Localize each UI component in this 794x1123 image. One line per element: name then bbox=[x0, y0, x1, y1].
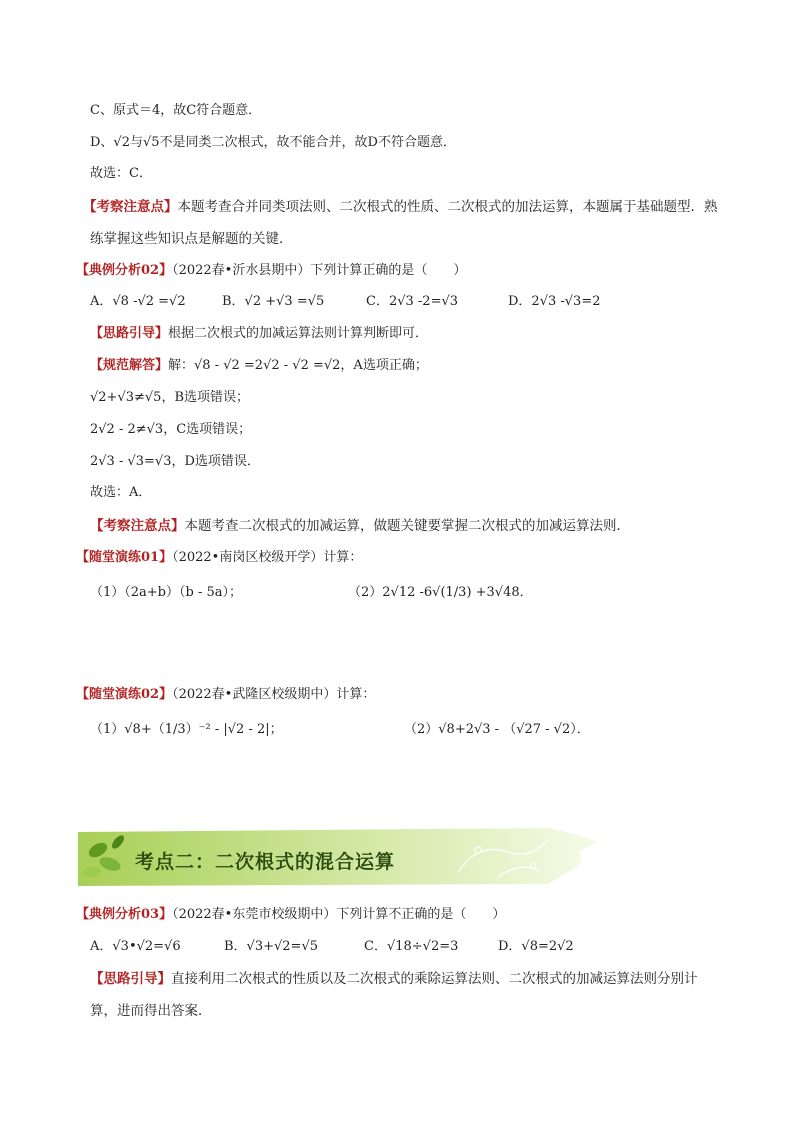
option-b: B．√3+√2=√5 bbox=[224, 939, 319, 954]
drill-01-q2 bbox=[348, 583, 533, 603]
question-2: （2）√8+2√3 - （√27 - √2）． bbox=[404, 722, 590, 737]
solution-line-3: 2√2 - 2≠√3，C选项错误； bbox=[90, 422, 252, 437]
solution-block bbox=[90, 356, 428, 376]
drill-01-header bbox=[76, 548, 362, 568]
section-title: 考点二：二次根式的混合运算 bbox=[135, 851, 396, 873]
solution-line-1: 解：√8 - √2 =2√2 - √2 =√2，A选项正确； bbox=[168, 358, 428, 373]
option-c-explanation bbox=[90, 101, 261, 121]
example-label: 【典例分析02】 bbox=[76, 263, 173, 278]
option-c: C．2√3 -2=√3 bbox=[366, 294, 459, 309]
hint-label: 【思路引导】 bbox=[90, 326, 169, 341]
drill-02-q2 bbox=[404, 720, 590, 740]
note-block-1-cont bbox=[90, 229, 293, 249]
note-block-1 bbox=[83, 197, 718, 217]
option-d: D．2√3 -√3=2 bbox=[508, 294, 601, 309]
c-line: C、原式＝4，故C符合题意． bbox=[90, 103, 262, 118]
question-2: （2）2√12 -6√(1/3) +3√48． bbox=[348, 585, 533, 600]
drill-label: 【随堂演练01】 bbox=[76, 550, 173, 565]
question-1: （1）√8+（1/3）⁻² - |√2 - 2|； bbox=[90, 722, 283, 737]
option-c: C．√18÷√2=3 bbox=[364, 939, 459, 954]
answer-line-1 bbox=[90, 164, 152, 184]
note-block-2 bbox=[90, 516, 630, 536]
hint-text: 根据二次根式的加减运算法则计算判断即可． bbox=[168, 326, 429, 341]
hint-block-3 bbox=[90, 969, 698, 989]
solution-line-4-row bbox=[90, 452, 260, 472]
option-d: D．√8=2√2 bbox=[498, 939, 574, 954]
option-b: B．√2 +√3 =√5 bbox=[222, 294, 325, 309]
hint-text: 直接利用二次根式的性质以及二次根式的乘除运算法则、二次根式的加减运算法则分别计 bbox=[171, 971, 698, 987]
note-text-cont: 练掌握这些知识点是解题的关键． bbox=[90, 231, 293, 247]
example-source: （2022春•东莞市校级期中）下列计算不正确的是（ ） bbox=[172, 907, 506, 922]
note-label: 【考察注意点】 bbox=[83, 199, 178, 215]
example-source: （2022春•沂水县期中）下列计算正确的是（ ） bbox=[172, 263, 467, 278]
drill-02-header bbox=[76, 685, 375, 705]
drill-label: 【随堂演练02】 bbox=[76, 687, 173, 702]
hint-text-cont: 算，进而得出答案． bbox=[90, 1003, 212, 1019]
drill-source: （2022•南岗区校级开学）计算： bbox=[172, 550, 363, 565]
hint-block-3-cont bbox=[90, 1001, 212, 1021]
hint-block bbox=[90, 324, 428, 344]
example-03-header bbox=[76, 905, 505, 925]
drill-02-q1 bbox=[90, 720, 283, 740]
question-1: （1）（2a+b）（b - 5a）； bbox=[90, 585, 243, 600]
solution-line-2-row bbox=[90, 388, 249, 408]
example-label: 【典例分析03】 bbox=[76, 907, 173, 922]
option-a: A．√8 -√2 =√2 bbox=[90, 294, 186, 309]
option-d-explanation bbox=[90, 133, 456, 153]
hint-label: 【思路引导】 bbox=[90, 971, 171, 987]
solution-label: 【规范解答】 bbox=[90, 358, 169, 373]
drill-01-q1 bbox=[90, 583, 242, 603]
solution-line-3-row bbox=[90, 420, 251, 440]
note-label: 【考察注意点】 bbox=[90, 518, 185, 534]
answer-text: 故选：C． bbox=[90, 166, 152, 181]
answer-line-2 bbox=[90, 483, 151, 503]
drill-source: （2022春•武隆区校级期中）计算： bbox=[172, 687, 376, 702]
solution-line-4: 2√3 - √3=√3，D选项错误． bbox=[90, 454, 260, 469]
option-a: A．√3•√2=√6 bbox=[90, 939, 181, 954]
note-text: 本题考查合并同类项法则、二次根式的性质、二次根式的加法运算，本题属于基础题型．熟 bbox=[177, 199, 718, 215]
note-text: 本题考查二次根式的加减运算，做题关键要掌握二次根式的加减运算法则． bbox=[184, 518, 630, 534]
example-02-header bbox=[76, 261, 466, 281]
answer-text: 故选：A． bbox=[90, 485, 152, 500]
solution-line-2: √2+√3≠√5，B选项错误； bbox=[90, 390, 250, 405]
d-line: D、√2与√5不是同类二次根式，故不能合并，故D不符合题意． bbox=[90, 135, 456, 150]
